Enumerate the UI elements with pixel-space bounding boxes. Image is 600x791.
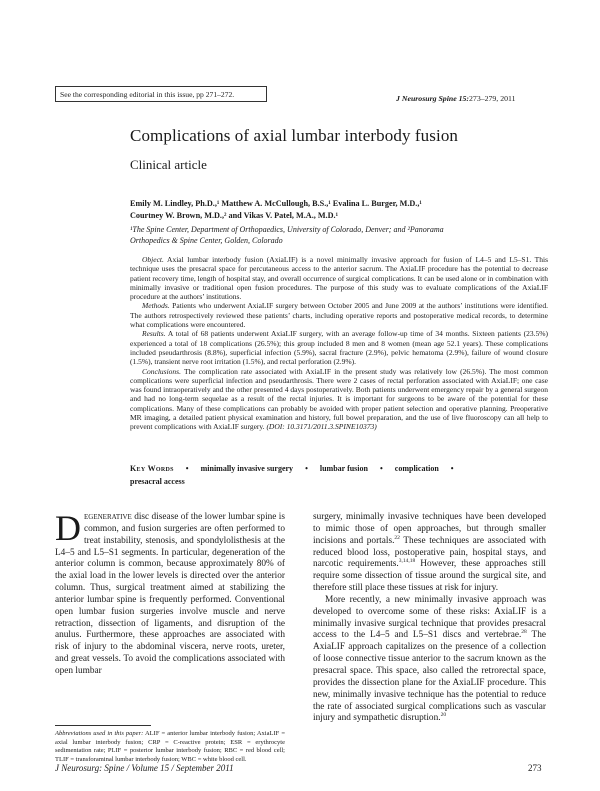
keyword: presacral access xyxy=(130,476,185,486)
citation-ref: 28 xyxy=(521,629,527,636)
abstract-methods xyxy=(130,301,548,329)
author-line-1: Emily M. Lindley, Ph.D.,¹ Matthew A. McCullough, B.S.,¹ Evalina L. Burger, M.D.,¹ xyxy=(130,199,422,208)
abstract-results-text: A total of 68 patients underwent AxiaLIF surgery, with an average follow-up time of 34 months. Sixteen patients (23.5%) experienced a total of 18 complications (26.5%); this group included 8 men and 8 women (mean age 52.1 years). These complications included pseudarthrosis (8.8%), superficial infection (5.9%), sacral fracture (2.9%), pelvic hematoma (2.9%), failure of wound closure (1.5%), transient nerve root irritation (1.5%), and rectal perforation (2.9%). xyxy=(130,329,548,367)
editorial-note-box xyxy=(55,86,267,102)
editorial-note: See the corresponding editorial in this issue, pp 271–272. xyxy=(60,90,235,99)
abstract-object-text: Axial lumbar interbody fusion (AxiaLIF) is a novel minimally invasive approach for fusion of L4–5 and L5–S1. This technique uses the presacral space for percutaneous access to the anterior sacrum. The AxiaLIF procedure has the potential to decrease patient recovery time, length of hospital stay, and overall occurrence of surgical complications. It can be used alone or in combination with minimally invasive or traditional open fusion procedures. The purpose of this study was to evaluate complications of the AxiaLIF procedure at the authors’ institutions. xyxy=(130,255,548,302)
abstract-conclusions-label: Conclusions. xyxy=(142,366,181,376)
drop-cap: D xyxy=(55,508,81,548)
footnote-label: Abbreviations used in this paper: xyxy=(55,730,144,737)
keyword: minimally invasive surgery xyxy=(200,464,294,473)
footnote-divider xyxy=(55,725,151,726)
abstract-methods-text: Patients who underwent AxiaLIF surgery between October 2005 and June 2009 at the authors’ institutions were identified. The authors retrospectively reviewed these patients’ charts, including operative reports and postoperative medical records, to determine what complications were encountered. xyxy=(130,301,548,330)
footnote-text: ALIF = anterior lumbar interbody fusion; AxiaLIF = axial lumbar interbody fusion; CRP = C-reactive protein; ESR = erythrocyte sedimentation rate; PLIF = posterior lumbar interbody fusion; RBC = red blood cell; TLIF = transforaminal lumbar interbody fusion; WBC = white blood cell. xyxy=(55,730,285,763)
keyword-separator: • xyxy=(305,464,308,473)
keywords xyxy=(130,463,550,488)
journal-ref-pages: 273–279, 2011 xyxy=(469,94,516,103)
abstract-results-label: Results. xyxy=(142,329,166,339)
keyword: lumbar fusion xyxy=(319,464,368,473)
affiliation-line-2: Orthopedics & Spine Center, Golden, Colorado xyxy=(130,235,283,245)
keywords-label: Key Words xyxy=(130,464,174,473)
body-column-left xyxy=(55,508,285,678)
body-text: More recently, a new minimally invasive approach was developed to overcome some of these risks: AxiaLIF is a minimally invasive surgical technique that provides presacral access to the L4–5 and L5–S1 discs and vertebrae. xyxy=(313,594,546,641)
abstract-doi: (DOI: 10.3171/2011.3.SPINE10373) xyxy=(266,422,377,432)
abbreviations-footnote xyxy=(55,730,285,764)
journal-ref-name: J Neurosurg Spine 15: xyxy=(396,94,470,103)
article-subtitle: Clinical article xyxy=(130,157,207,172)
body-text: However, these approaches still require some dissection of tissue around the surgical site, and therefore still place these tissues at risk for injury. xyxy=(313,559,546,594)
body-text: The AxiaLIF approach capitalizes on the presence of a collection of loose connective tissue anterior to the sacrum known as the presacral space. This space, also called the retrorectal space, provides the dissection plane for the AxiaLIF procedure. This new, minimally invasive technique has the potential to reduce the rate of associated surgical complications such as vascular injury and sympathetic disruption. xyxy=(313,630,546,724)
article-title: Complications of axial lumbar interbody fusion xyxy=(130,126,459,145)
abstract xyxy=(130,255,548,432)
body-paragraph xyxy=(313,512,546,595)
smallcaps-lead: egenerative xyxy=(84,512,132,522)
affiliation-line-1: ¹The Spine Center, Department of Orthopaedics, University of Colorado, Denver; and ²Panorama xyxy=(130,225,444,234)
author-list xyxy=(130,198,550,222)
abstract-object xyxy=(130,255,548,301)
abstract-methods-label: Methods. xyxy=(142,301,170,311)
keyword-separator: • xyxy=(450,464,454,473)
citation-ref: 22 xyxy=(394,534,400,541)
keyword-separator: • xyxy=(379,464,383,473)
body-paragraph xyxy=(313,595,546,725)
abstract-conclusions-text: The complication rate associated with AxiaLIF in the present study was relatively low (26.5%). The most common complications were superficial infection and pseudarthrosis. There were 2 cases of rectal perforation associated with AxiaLIF; one case was found intraoperatively and the other presented 4 days postoperatively. Both patients underwent emergency repair by a general surgeon and had no long-term sequelae as a result of the rectal injuries. It is important for surgeons to be aware of the potential for these complications. Many of these complications can probably be avoided with proper patient selection and operative planning. Preoperative MR imaging, a detailed patient physical examination and history, full bowel preparation, and the use of live fluoroscopy can all help to prevent complications with AxiaLIF surgery. xyxy=(130,366,548,432)
body-text: disc disease of the lower lumbar spine is common, and fusion surgeries are often performed to treat instability, stenosis, and spondylolisthesis at the L4–5 and L5–S1 segments. In particular, degeneration of the anterior column is common, because approximately 80% of the axial load in the lower levels is directed over the anterior column. Thus, surgical treatment aimed at stabilizing the anterior lumbar spine is frequently performed. Conventional open lumbar fusion surgeries involve muscle and nerve retraction, dissection of ligaments, and disruption of the anulus. Furthermore, these approaches are associated with risk of injury to the abdominal viscera, nerve roots, ureter, and great vessels. To avoid the complications associated with open lumbar xyxy=(55,512,285,676)
keyword-separator: • xyxy=(185,464,189,473)
abstract-results xyxy=(130,329,548,366)
abstract-object-label: Object. xyxy=(142,255,164,264)
body-text: surgery, minimally invasive techniques have been developed to mimic those of open approaches, but through smaller incisions and portals. xyxy=(313,512,546,546)
body-column-right xyxy=(313,512,546,725)
footer-journal: J Neurosurg: Spine / Volume 15 / September 2011 xyxy=(55,763,234,773)
abstract-conclusions xyxy=(130,367,548,432)
page-number: 273 xyxy=(528,763,542,773)
author-line-2: Courtney W. Brown, M.D.,² and Vikas V. Patel, M.A., M.D.¹ xyxy=(130,211,339,220)
body-paragraph xyxy=(55,508,285,678)
citation-ref: 3,14,18 xyxy=(398,558,416,565)
journal-reference xyxy=(396,94,516,103)
body-text: These techniques are associated with reduced blood loss, postoperative pain, hospital stays, and narcotic requirements. xyxy=(313,535,546,570)
affiliation xyxy=(130,225,540,246)
citation-ref: 20 xyxy=(440,712,447,719)
keyword: complication xyxy=(394,464,439,473)
